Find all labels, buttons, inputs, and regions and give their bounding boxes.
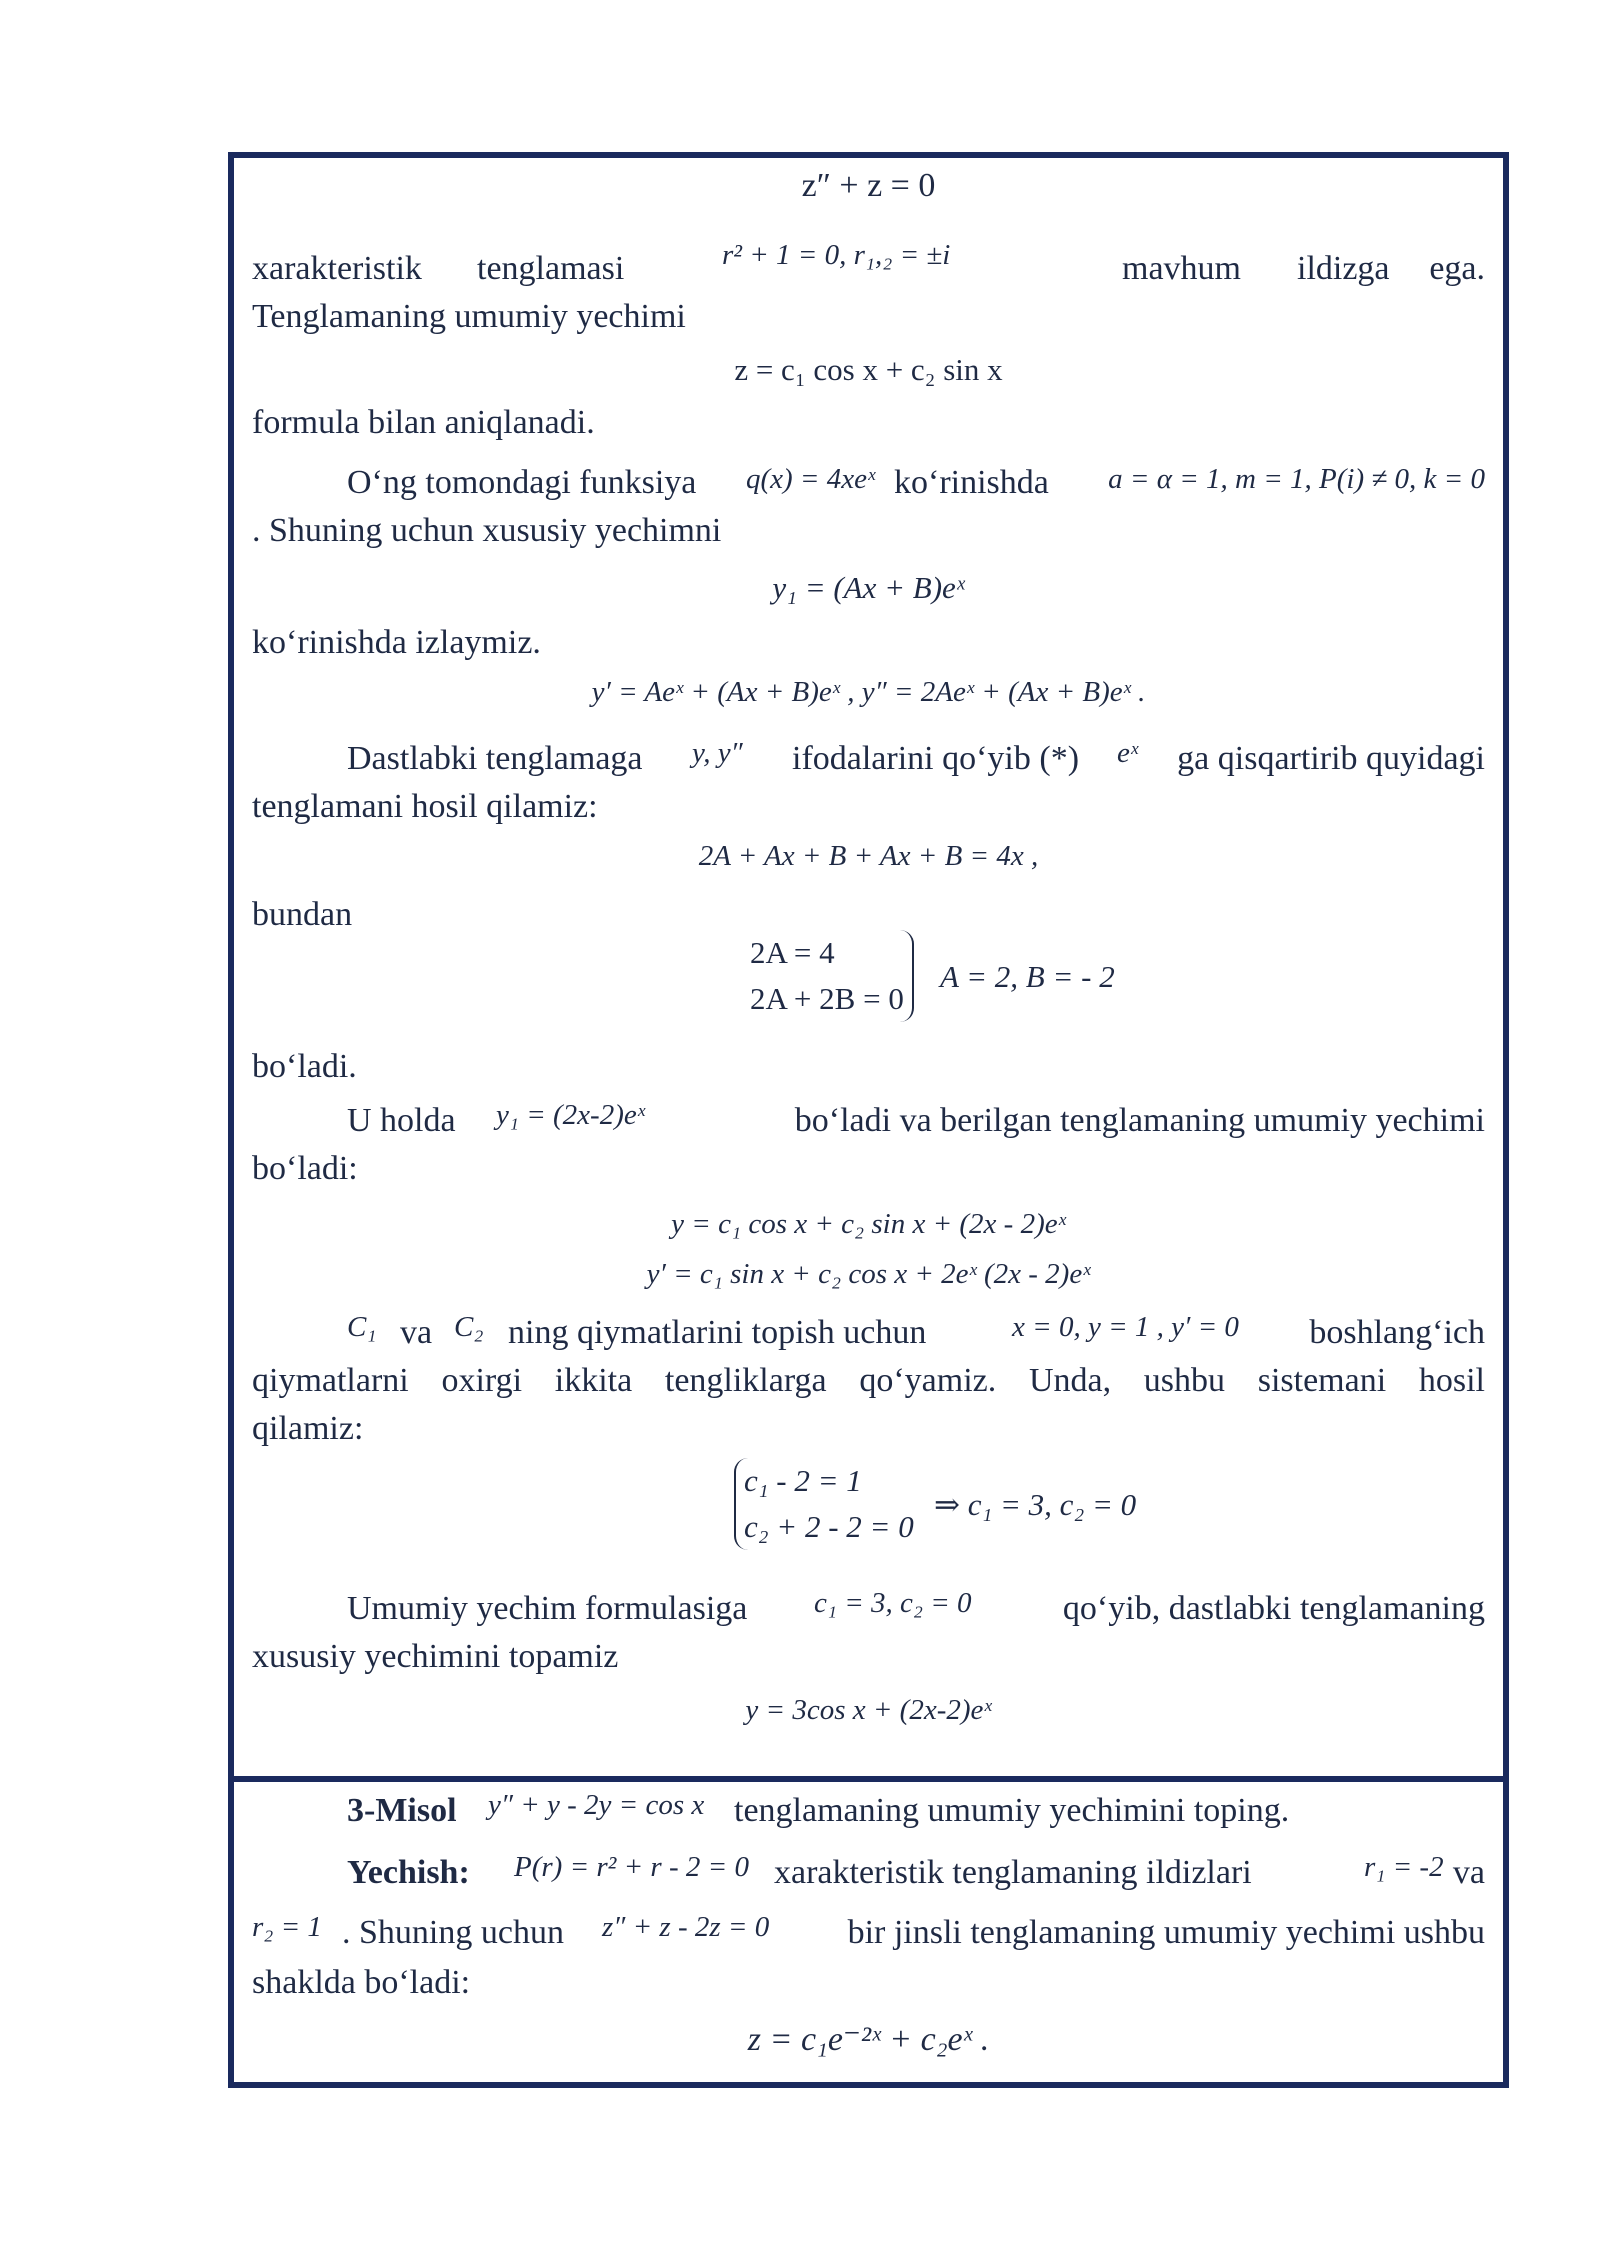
- example-box: 3-Misol y″ + y - 2y = cos x tenglamaning umumiy yechimini toping. Yechish: P(r) = r² + r - 2 = 0 xarakteristik tenglamaning ildizlari r₁ = -2 va r₂ = 1 . Shuning uchun z″ + z - 2z = 0 bir jinsli tenglamaning umumiy yechimi ushbu shaklda bo‘ladi: z = c₁e⁻²ˣ + c₂eˣ .: [228, 1776, 1509, 2088]
- paragraph-line: ko‘rinishda izlaymiz.: [252, 624, 541, 661]
- solution-box: z″ + z = 0 xarakteristik tenglamasi r² + 1 = 0, r₁,₂ = ±i mavhum ildizga ega. Tenglamaning umumiy yechimi z = c₁ cos x + c₂ sin x formula bilan aniqlanadi. O‘ng tomondagi funksiya q(x) = 4xeˣ ko‘rinishda a = α = 1, m = 1, P(i) ≠ 0, k = 0 . Shuning uchun xususiy yechimni y₁ = (Ax + B)eˣ ko‘rinishda izlaymiz. y′ = Aeˣ + (Ax + B)eˣ , y″ = 2Aeˣ + (Ax + B)eˣ . Dastlabki tenglamaga y, y″ ifodalarini qo‘yib (*) eˣ ga qisqartirib quyidagi tenglamani hosil qilamiz: 2A + Ax + B + Ax + B = 4x , bundan 2A = 4 2A + 2B = 0 A = 2, B = - 2 bo‘ladi. U holda y₁ = (2x-2)eˣ bo‘ladi va berilgan tenglamaning umumiy yechimi bo‘ladi: y = c₁ cos x + c₂ sin x + (2x - 2)eˣ y′ = c₁ sin x + c₂ cos x + 2eˣ (2x - 2)eˣ C₁ va C₂ ning qiymatlarini topish uchun x = 0, y = 1 , y′ = 0 boshlang‘ich qiymatlarni oxirgi ikkita tengliklarga qo‘yamiz. Unda, ushbu sistemani hosil qilamiz: c₁ - 2 = 1 c₂ + 2 - 2 = 0 ⇒ c₁ = 3, c₂ = 0 Umumiy yechim formulasiga c₁ = 3, c₂ = 0 qo‘yib, dastlabki tenglamaning xususiy yechimini topamiz y = 3cos x + (2x-2)eˣ: [228, 152, 1509, 1782]
- equation-particular: y₁ = (Ax + B)eˣ: [772, 570, 965, 605]
- inline-equation: z″ + z - 2z = 0: [602, 1911, 770, 1943]
- equation-yprime: y′ = c₁ sin x + c₂ cos x + 2eˣ (2x - 2)eˣ: [646, 1258, 1091, 1290]
- paragraph-line: . Shuning uchun xususiy yechimni: [252, 512, 722, 549]
- paragraph-line: qilamiz:: [252, 1410, 364, 1447]
- equation-homogeneous-solution: z = c₁e⁻²ˣ + c₂eˣ .: [747, 2021, 990, 2058]
- equation-derivatives: y′ = Aeˣ + (Ax + B)eˣ , y″ = 2Aeˣ + (Ax + B)eˣ .: [591, 676, 1146, 708]
- equation-final: y = 3cos x + (2x-2)eˣ: [745, 1694, 992, 1726]
- paragraph-line: bo‘ladi.: [252, 1048, 357, 1085]
- paragraph-line: shaklda bo‘ladi:: [252, 1964, 471, 2001]
- paragraph-line: formula bilan aniqlanadi.: [252, 404, 595, 441]
- equation-general-solution: z = c₁ cos x + c₂ sin x: [734, 352, 1003, 387]
- inline-equation: q(x) = 4xeˣ: [746, 463, 876, 495]
- example-label: 3-Misol: [347, 1792, 457, 1829]
- inline-equation: y₁ = (2x-2)eˣ: [496, 1099, 645, 1131]
- system-equations-2: c₁ - 2 = 1 c₂ + 2 - 2 = 0: [734, 1458, 914, 1550]
- paragraph-line: xususiy yechimini topamiz: [252, 1638, 619, 1675]
- inline-equation: eˣ: [1117, 737, 1139, 769]
- inline-equation: r² + 1 = 0, r₁,₂ = ±i: [722, 239, 951, 271]
- paragraph-line: tenglamani hosil qilamiz:: [252, 788, 598, 825]
- system-result-2: ⇒ c₁ = 3, c₂ = 0: [934, 1487, 1137, 1522]
- inline-equation: x = 0, y = 1 , y′ = 0: [1012, 1311, 1239, 1343]
- inline-equation: P(r) = r² + r - 2 = 0: [514, 1851, 749, 1883]
- equation-substituted: 2A + Ax + B + Ax + B = 4x ,: [698, 840, 1039, 872]
- inline-equation: c₁ = 3, c₂ = 0: [814, 1587, 972, 1619]
- paragraph-line: Tenglamaning umumiy yechimi: [252, 298, 686, 335]
- system-equations-1: 2A = 4 2A + 2B = 0: [750, 930, 914, 1022]
- inline-equation: r₂ = 1: [252, 1911, 322, 1943]
- paragraph-line: bo‘ladi:: [252, 1150, 358, 1187]
- paragraph-line: qiymatlarni oxirgi ikkita tengliklarga qo‘yamiz. Unda, ushbu sistemani hosil: [252, 1362, 1485, 1399]
- equation-homogeneous: z″ + z = 0: [801, 167, 936, 204]
- inline-equation: y″ + y - 2y = cos x: [488, 1789, 705, 1821]
- inline-equation: y, y″: [692, 737, 743, 769]
- equation-y: y = c₁ cos x + c₂ sin x + (2x - 2)eˣ: [671, 1208, 1066, 1240]
- inline-equation: r₁ = -2: [1364, 1851, 1444, 1883]
- inline-equation: a = α = 1, m = 1, P(i) ≠ 0, k = 0: [1108, 463, 1485, 495]
- solution-label: Yechish:: [347, 1854, 470, 1891]
- paragraph-line: bundan: [252, 896, 353, 933]
- system-result-1: A = 2, B = - 2: [940, 959, 1115, 994]
